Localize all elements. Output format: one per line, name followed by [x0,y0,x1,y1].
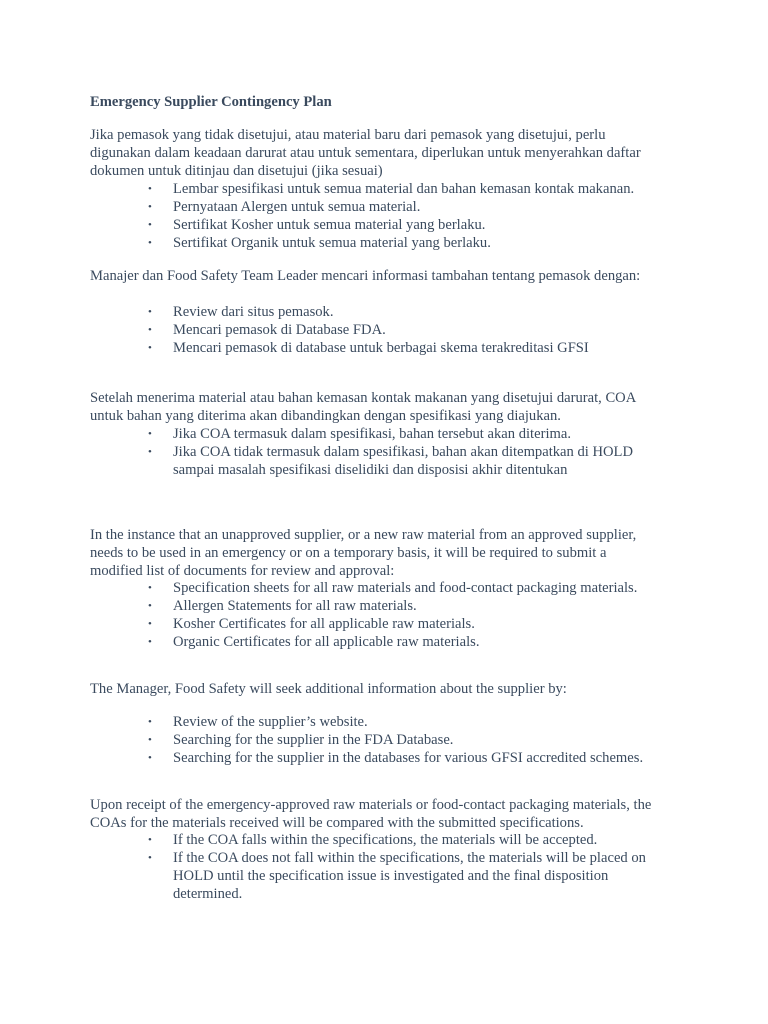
en-manager-paragraph [90,680,680,698]
en-intro-paragraph [90,526,680,580]
list-item: • Allergen Statements for all raw materials. [148,598,417,614]
bullet-icon: • [148,852,152,864]
paragraph-line: Setelah menerima material atau bahan kemasan kontak makanan yang disetujui darurat, COA [90,390,637,406]
bullet-icon: • [148,734,152,746]
list-item: • Review of the supplier’s website. [148,714,368,730]
en-receipt-list [0,831,768,903]
list-item: • Jika COA tidak termasuk dalam spesifikasi, bahan akan ditempatkan di HOLD sampai masalah spesifikasi diselidiki dan disposisi akhir ditentukan [148,444,634,478]
list-item: • Lembar spesifikasi untuk semua material dan bahan kemasan kontak makanan. [148,181,635,197]
paragraph-line: Upon receipt of the emergency-approved raw materials or food-contact packaging materials, the [90,797,652,813]
list-item: • If the COA does not fall within the specifications, the materials will be placed on HOLD until the specification issue is investigated and the final disposition determined. [148,850,646,902]
bullet-icon: • [148,636,152,648]
list-item: • Review dari situs pemasok. [148,304,334,320]
paragraph-line: COAs for the materials received will be compared with the submitted specifications. [90,815,584,831]
bullet-icon: • [148,716,152,728]
bullet-icon: • [148,834,152,846]
paragraph-line: The Manager, Food Safety will seek additional information about the supplier by: [90,681,567,697]
bullet-icon: • [148,183,152,195]
list-item: • Organic Certificates for all applicable raw materials. [148,634,480,650]
bullet-icon: • [148,446,152,458]
page-title: Emergency Supplier Contingency Plan [90,94,332,110]
bullet-icon: • [148,219,152,231]
paragraph-line: dokumen untuk ditinjau dan disetujui (jika sesuai) [90,163,383,179]
en-documents-list [0,579,768,651]
paragraph-line: needs to be used in an emergency or on a temporary basis, it will be required to submit a [90,545,607,561]
bullet-icon: • [148,582,152,594]
bullet-icon: • [148,342,152,354]
paragraph-line: digunakan dalam keadaan darurat atau untuk sementara, diperlukan untuk menyerahkan daftar [90,145,641,161]
id-documents-list [0,180,768,252]
list-item: • Specification sheets for all raw materials and food-contact packaging materials. [148,580,638,596]
paragraph-line: Jika pemasok yang tidak disetujui, atau material baru dari pemasok yang disetujui, perlu [90,127,606,143]
en-manager-list [0,713,768,767]
en-receipt-paragraph [90,796,680,832]
id-manager-list [0,303,768,357]
bullet-icon: • [148,618,152,630]
list-item: • Jika COA termasuk dalam spesifikasi, bahan tersebut akan diterima. [148,426,571,442]
list-item: • Sertifikat Organik untuk semua material yang berlaku. [148,235,491,251]
id-manager-paragraph [90,267,680,285]
list-item: • Sertifikat Kosher untuk semua material yang berlaku. [148,217,486,233]
id-receipt-list [0,425,768,479]
paragraph-line: untuk bahan yang diterima akan dibandingkan dengan spesifikasi yang diajukan. [90,408,561,424]
list-item: • Pernyataan Alergen untuk semua material. [148,199,421,215]
bullet-icon: • [148,752,152,764]
list-item: • If the COA falls within the specifications, the materials will be accepted. [148,832,598,848]
bullet-icon: • [148,237,152,249]
paragraph-line: Manajer dan Food Safety Team Leader mencari informasi tambahan tentang pemasok dengan: [90,268,641,284]
bullet-icon: • [148,324,152,336]
bullet-icon: • [148,306,152,318]
list-item: • Searching for the supplier in the databases for various GFSI accredited schemes. [148,750,644,766]
paragraph-line: modified list of documents for review and approval: [90,563,395,579]
list-item: • Searching for the supplier in the FDA Database. [148,732,454,748]
list-item: • Kosher Certificates for all applicable raw materials. [148,616,475,632]
bullet-icon: • [148,201,152,213]
id-intro-paragraph [90,126,680,180]
bullet-icon: • [148,428,152,440]
list-item: • Mencari pemasok di Database FDA. [148,322,386,338]
bullet-icon: • [148,600,152,612]
paragraph-line: In the instance that an unapproved supplier, or a new raw material from an approved supplier, [90,527,637,543]
id-receipt-paragraph [90,389,680,425]
list-item: • Mencari pemasok di database untuk berbagai skema terakreditasi GFSI [148,340,589,356]
